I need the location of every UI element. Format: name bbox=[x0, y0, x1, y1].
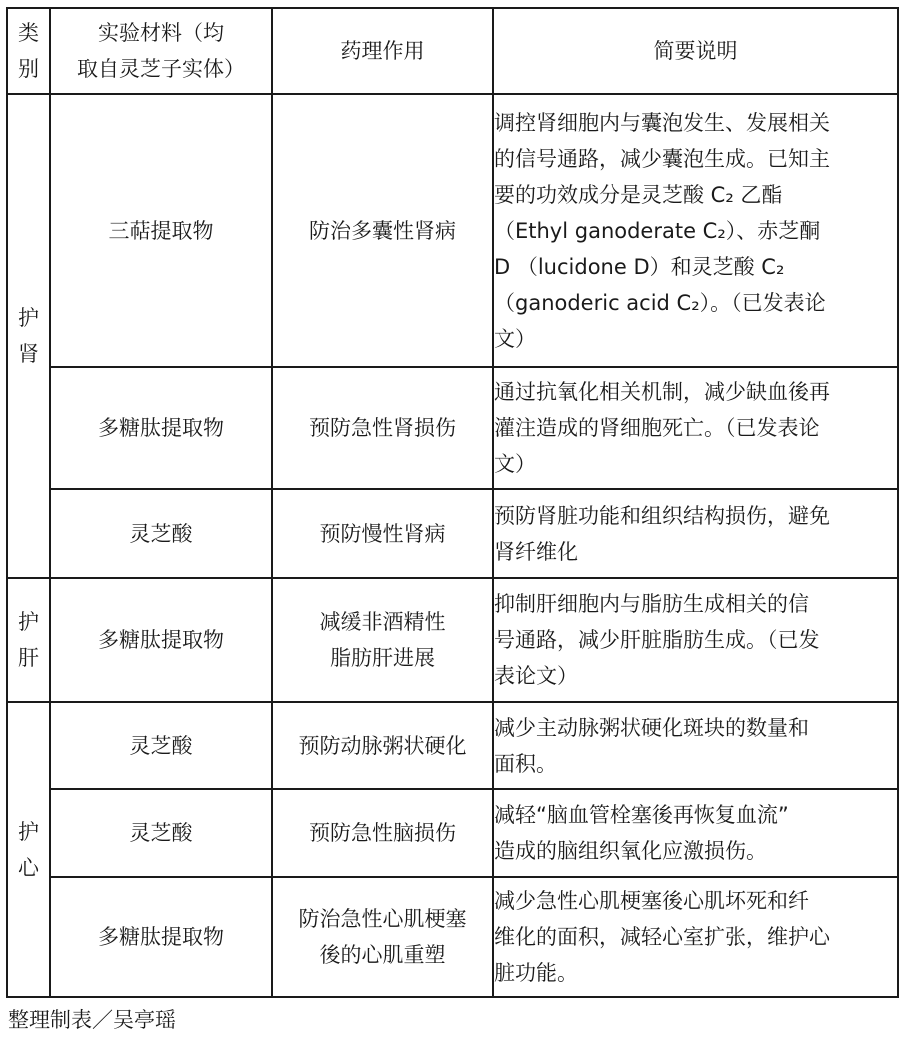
category-char: 肾 bbox=[18, 342, 39, 366]
effect-line: 後的心肌重塑 bbox=[319, 943, 446, 967]
material-cell: 多糖肽提取物 bbox=[50, 578, 272, 702]
description-cell bbox=[493, 578, 898, 702]
description-cell bbox=[493, 367, 898, 489]
description-line: 文） bbox=[494, 326, 536, 351]
description-line: 表论文） bbox=[494, 664, 578, 688]
description-cell bbox=[493, 94, 898, 367]
table-credit: 整理制表／吴亭瑶 bbox=[8, 1008, 176, 1032]
effect-cell bbox=[272, 578, 493, 702]
category-cell-heart bbox=[7, 702, 50, 997]
description-line: 调控肾细胞内与囊泡发生、发展相关 bbox=[494, 110, 830, 135]
description-line: 通过抗氧化相关机制，减少缺血後再 bbox=[494, 380, 830, 404]
category-cell-kidney bbox=[7, 94, 50, 578]
effect-line: 脂肪肝进展 bbox=[330, 646, 435, 670]
category-cell-liver bbox=[7, 578, 50, 702]
category-char: 护 bbox=[18, 306, 39, 330]
description-line: 减少急性心肌梗塞後心肌坏死和纤 bbox=[494, 889, 809, 913]
effect-line: 防治急性心肌梗塞 bbox=[298, 907, 467, 931]
header-material-line: 取自灵芝子实体） bbox=[77, 57, 245, 81]
description-line: 预防肾脏功能和组织结构损伤，避免 bbox=[494, 503, 830, 528]
description-cell bbox=[493, 702, 898, 789]
table-row bbox=[7, 367, 898, 489]
description-cell bbox=[493, 789, 898, 877]
header-pharmacology: 药理作用 bbox=[272, 8, 493, 94]
effect-cell bbox=[272, 702, 493, 789]
description-line: 造成的脑组织氧化应激损伤。 bbox=[494, 839, 767, 863]
header-material bbox=[50, 8, 272, 94]
material-cell: 灵芝酸 bbox=[50, 789, 272, 877]
material-cell: 三萜提取物 bbox=[50, 94, 272, 367]
description-cell bbox=[493, 489, 898, 578]
effect-line: 预防动脉粥状硬化 bbox=[298, 733, 467, 758]
category-char: 心 bbox=[18, 855, 39, 880]
table-row bbox=[7, 702, 898, 789]
effect-line: 预防慢性肾病 bbox=[319, 521, 446, 546]
table-row bbox=[7, 789, 898, 877]
effect-cell bbox=[272, 877, 493, 997]
header-row bbox=[7, 8, 898, 94]
header-category-line: 类 bbox=[18, 21, 39, 45]
description-line: 灌注造成的肾细胞死亡。（已发表论 bbox=[494, 416, 820, 440]
table-row bbox=[7, 94, 898, 367]
description-line: 号通路，减少肝脏脂肪生成。（已发 bbox=[494, 628, 820, 652]
description-line: 减轻“脑血管栓塞後再恢复血流” bbox=[494, 803, 789, 827]
description-line: （Ethyl ganoderate C₂）、赤芝酮 bbox=[494, 218, 821, 243]
header-category bbox=[7, 8, 50, 94]
description-line: D （lucidone D）和灵芝酸 C₂ bbox=[494, 254, 785, 279]
header-category-line: 别 bbox=[18, 57, 39, 81]
ganoderma-research-table bbox=[6, 7, 899, 998]
effect-cell bbox=[272, 367, 493, 489]
description-line: 肾纤维化 bbox=[494, 539, 578, 564]
table-row bbox=[7, 578, 898, 702]
effect-cell bbox=[272, 94, 493, 367]
effect-cell bbox=[272, 789, 493, 877]
effect-line: 防治多囊性肾病 bbox=[309, 218, 456, 243]
description-line: 抑制肝细胞内与脂肪生成相关的信 bbox=[494, 592, 809, 616]
description-line: 的信号通路，减少囊泡生成。已知主 bbox=[494, 146, 830, 171]
effect-cell bbox=[272, 489, 493, 578]
effect-line: 减缓非酒精性 bbox=[319, 610, 446, 634]
material-cell: 灵芝酸 bbox=[50, 489, 272, 578]
description-line: 减少主动脉粥状硬化斑块的数量和 bbox=[494, 715, 809, 740]
material-cell: 多糖肽提取物 bbox=[50, 367, 272, 489]
category-char: 护 bbox=[18, 819, 39, 844]
effect-line: 预防急性肾损伤 bbox=[309, 416, 456, 440]
header-material-line: 实验材料（均 bbox=[98, 21, 224, 45]
header-description: 简要说明 bbox=[493, 8, 898, 94]
description-line: 维化的面积，减轻心室扩张，维护心 bbox=[494, 925, 830, 949]
description-line: 文） bbox=[494, 452, 536, 476]
description-line: （ganoderic acid C₂）。（已发表论 bbox=[494, 290, 826, 315]
table-row bbox=[7, 877, 898, 997]
category-char: 肝 bbox=[18, 646, 39, 670]
description-line: 面积。 bbox=[494, 751, 557, 776]
description-line: 脏功能。 bbox=[494, 961, 578, 985]
description-line: 要的功效成分是灵芝酸 C₂ 乙酯 bbox=[494, 182, 783, 207]
description-cell bbox=[493, 877, 898, 997]
table-row bbox=[7, 489, 898, 578]
material-cell: 多糖肽提取物 bbox=[50, 877, 272, 997]
effect-line: 预防急性脑损伤 bbox=[309, 821, 456, 845]
category-char: 护 bbox=[18, 610, 39, 634]
material-cell: 灵芝酸 bbox=[50, 702, 272, 789]
